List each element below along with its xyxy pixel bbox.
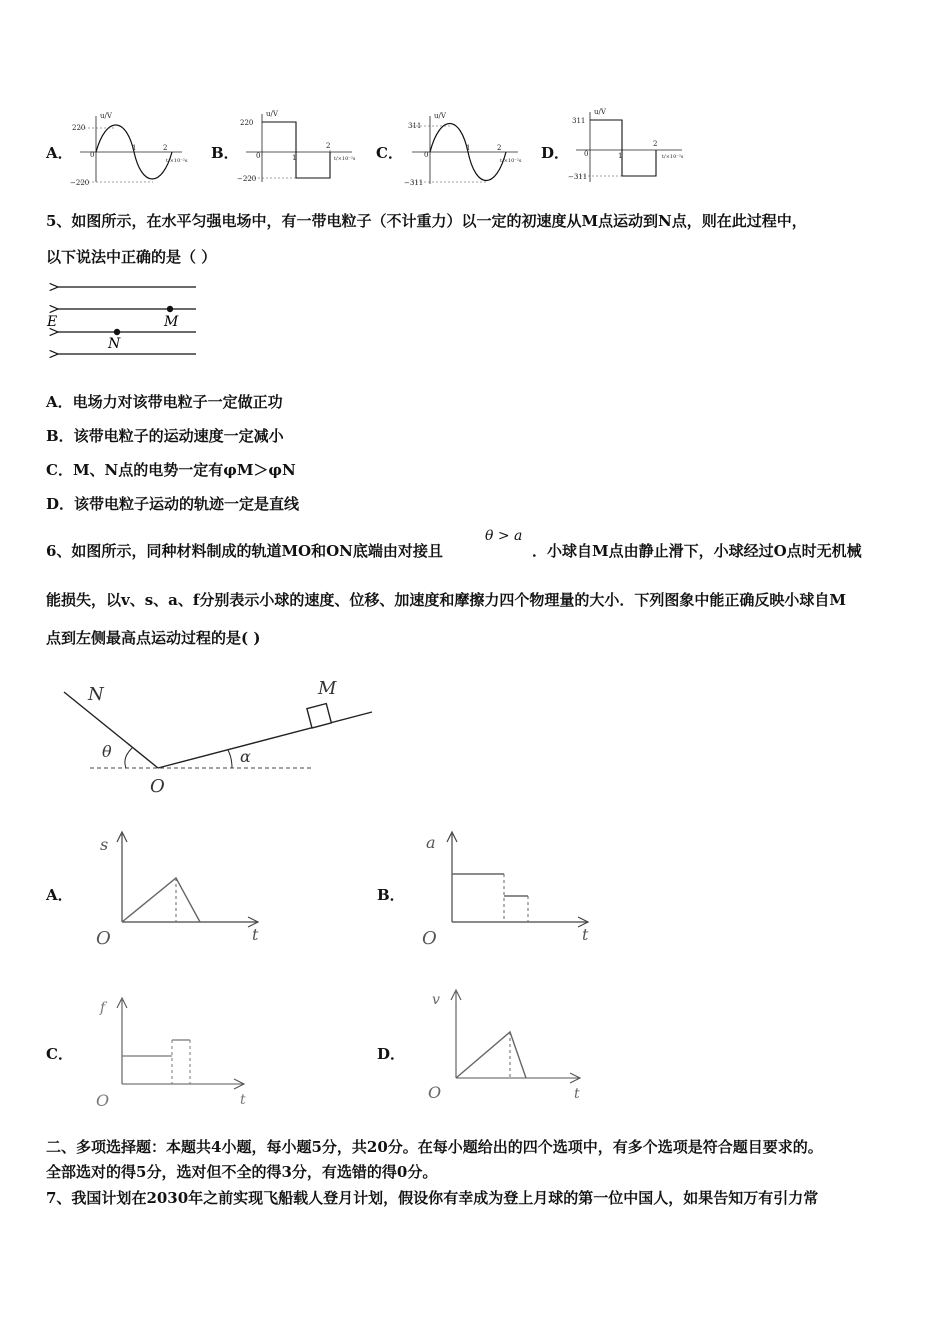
q4-option-a-label: A． <box>46 144 73 162</box>
label-m: M <box>164 314 179 330</box>
q6-graph-b <box>418 826 598 952</box>
origin: O <box>96 928 111 949</box>
y-label: f <box>100 1000 106 1016</box>
t1: 1 <box>618 152 623 160</box>
q4-option-b-label: B． <box>211 144 239 162</box>
top-value: 220 <box>240 119 254 127</box>
q5-option-b: B．该带电粒子的运动速度一定减小 <box>46 427 284 445</box>
label-n: N <box>108 336 121 352</box>
origin: 0 <box>424 151 429 159</box>
axis-x-label: t/×10⁻²s <box>500 158 522 164</box>
top-value: 220 <box>72 124 86 132</box>
q6-stem-line1a: 6、如图所示，同种材料制成的轨道MO和ON底端由对接且 <box>46 542 443 560</box>
q6-graph-a <box>92 826 272 952</box>
q5-stem-line2: 以下说法中正确的是（ ） <box>46 248 217 266</box>
y-label: a <box>426 833 436 852</box>
x-label: t <box>252 925 259 944</box>
bottom-value: −311 <box>568 173 588 181</box>
point-n <box>114 329 120 335</box>
origin: 0 <box>584 150 589 158</box>
q6-option-a-label: A． <box>46 886 73 904</box>
section2-line2: 全部选对的得5分，选对但不全的得3分，有选错的得0分。 <box>46 1163 438 1181</box>
axis-y-label: u/V <box>594 108 606 116</box>
x-label: t <box>582 925 589 944</box>
x-label: t <box>574 1086 580 1102</box>
label-theta: θ <box>102 742 112 761</box>
track-mo <box>158 712 372 768</box>
s-curve <box>122 878 200 922</box>
q6-stem-line1b: ．小球自M点由静止滑下，小球经过O点时无机械 <box>532 542 862 560</box>
t1: 1 <box>292 154 297 162</box>
q5-option-c: C．M、N点的电势一定有φM＞φN <box>46 461 296 479</box>
block-m <box>307 704 331 728</box>
q6-stem-line3: 点到左侧最高点运动过程的是( ) <box>46 629 261 647</box>
y-label: v <box>432 992 440 1008</box>
top-value: 311 <box>408 122 422 130</box>
t1: 1 <box>132 144 137 152</box>
y-label: s <box>100 835 109 854</box>
label-alpha: α <box>240 747 251 766</box>
bottom-value: −220 <box>237 175 257 183</box>
q5-option-a: A．电场力对该带电粒子一定做正功 <box>46 393 283 411</box>
t1: 1 <box>466 144 471 152</box>
angle-alpha-arc <box>228 750 232 768</box>
q6-option-d-label: D． <box>377 1045 406 1063</box>
t2: 2 <box>653 140 658 148</box>
square-wave <box>262 122 330 178</box>
q6-graph-c <box>92 994 262 1112</box>
q5-stem-line1: 5、如图所示，在水平匀强电场中，有一带电粒子（不计重力）以一定的初速度从M点运动到N点，则在此过程中， <box>46 212 807 230</box>
label-m: M <box>318 678 337 699</box>
bottom-value: −311 <box>404 179 424 187</box>
axis-y-label: u/V <box>434 112 446 120</box>
axis-x-label: t/×10⁻²s <box>334 156 356 162</box>
origin: O <box>96 1091 110 1110</box>
t2: 2 <box>163 144 168 152</box>
q6-option-c-label: C． <box>46 1045 73 1063</box>
q4-graph-a <box>70 110 190 190</box>
axis-y-label: u/V <box>266 110 278 118</box>
t2: 2 <box>326 142 331 150</box>
q6-option-b-label: B． <box>377 886 405 904</box>
label-o: O <box>150 776 165 797</box>
q6-graph-d <box>424 984 594 1104</box>
point-m <box>167 306 173 312</box>
origin: 0 <box>256 152 261 160</box>
origin: O <box>422 928 437 949</box>
q4-option-d-label: D． <box>541 144 570 162</box>
axis-x-label: t/×10⁻²s <box>662 154 684 160</box>
origin: 0 <box>90 151 95 159</box>
q4-graph-b <box>236 108 366 188</box>
q6-track-figure <box>60 672 380 802</box>
q6-stem-line2: 能损失，以v、s、a、f分别表示小球的速度、位移、加速度和摩擦力四个物理量的大小．下列图象中能正确反映小球自M <box>46 591 846 609</box>
origin: O <box>428 1083 442 1102</box>
x-label: t <box>240 1092 246 1108</box>
q4-option-c-label: C． <box>376 144 403 162</box>
axis-y-label: u/V <box>100 112 112 120</box>
q7-line1: 7、我国计划在2030年之前实现飞船载人登月计划，假设你有幸成为登上月球的第一位中国人，如果告知万有引力常 <box>46 1189 819 1207</box>
q5-field-figure <box>44 278 204 362</box>
square-wave <box>590 120 656 176</box>
top-value: 311 <box>572 117 586 125</box>
axis-x-label: t/×10⁻²s <box>166 158 188 164</box>
label-e: E <box>47 314 58 330</box>
q5-option-d: D．该带电粒子运动的轨迹一定是直线 <box>46 495 300 513</box>
v-curve <box>456 1032 526 1078</box>
q4-graph-d <box>566 106 696 186</box>
angle-theta-arc <box>125 748 132 768</box>
label-n: N <box>88 684 104 705</box>
t2: 2 <box>497 144 502 152</box>
bottom-value: −220 <box>70 179 90 187</box>
q6-condition: θ > a <box>485 528 523 544</box>
section2-line1: 二、多项选择题：本题共4小题，每小题5分，共20分。在每小题给出的四个选项中，有多个选项是符合题目要求的。 <box>46 1138 823 1156</box>
q4-graph-c <box>402 110 528 190</box>
